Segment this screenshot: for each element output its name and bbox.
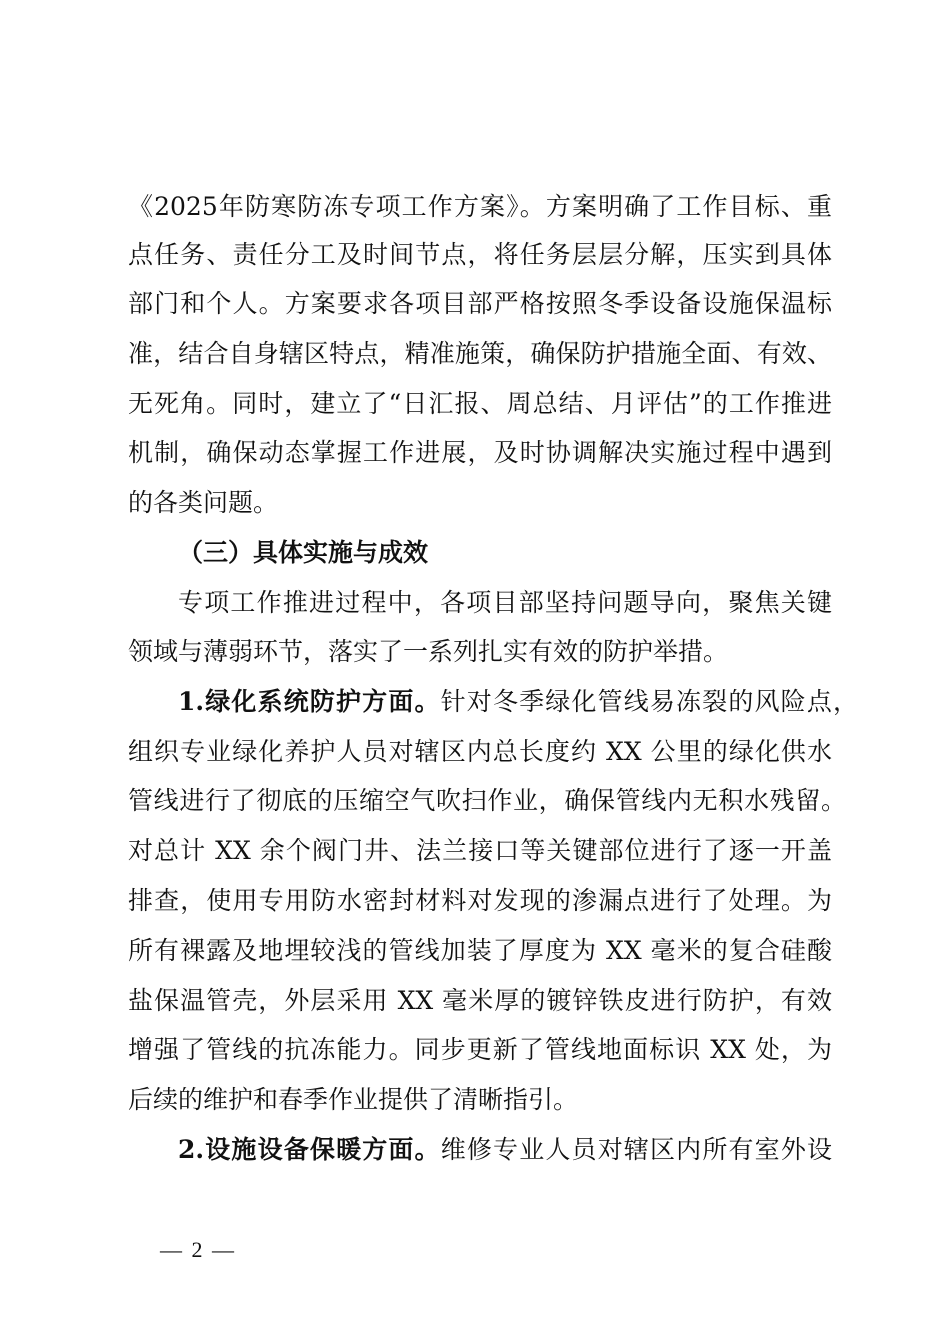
body-line: 点任务、责任分工及时间节点，将任务层层分解，压实到具体 — [128, 240, 832, 269]
body-line: 领域与薄弱环节，落实了一系列扎实有效的防护举措。 — [128, 637, 729, 666]
body-line: 盐保温管壳，外层采用 XX 毫米厚的镀锌铁皮进行防护，有效 — [128, 986, 832, 1015]
item-2-text: 维修专业人员对辖区内所有室外设 — [440, 1135, 832, 1164]
body-line: 专项工作推进过程中，各项目部坚持问题导向，聚焦关键 — [178, 588, 832, 617]
body-line: 管线进行了彻底的压缩空气吹扫作业，确保管线内无积水残留。 — [128, 786, 846, 815]
body-line: 准，结合自身辖区特点，精准施策，确保防护措施全面、有效、 — [128, 339, 832, 368]
body-line: 后续的维护和春季作业提供了清晰指引。 — [128, 1085, 579, 1114]
body-line: 部门和个人。方案要求各项目部严格按照冬季设备设施保温标 — [128, 289, 832, 318]
body-line: 排查，使用专用防水密封材料对发现的渗漏点进行了处理。为 — [128, 886, 832, 915]
item-2-title: 2.设施设备保暖方面。 — [178, 1135, 441, 1164]
body-line: 《2025年防寒防冻专项工作方案》。方案明确了工作目标、重 — [128, 192, 832, 221]
body-line: 组织专业绿化养护人员对辖区内总长度约 XX 公里的绿化供水 — [128, 737, 832, 766]
item-1-title: 1.绿化系统防护方面。 — [178, 687, 441, 716]
section-heading: （三）具体实施与成效 — [178, 538, 429, 567]
item-1-text: 针对冬季绿化管线易冻裂的风险点， — [440, 687, 858, 716]
item-2-first-line — [178, 1135, 832, 1165]
body-line: 增强了管线的抗冻能力。同步更新了管线地面标识 XX 处，为 — [128, 1035, 832, 1064]
body-line: 的各类问题。 — [128, 488, 279, 517]
body-line: 机制，确保动态掌握工作进展，及时协调解决实施过程中遇到 — [128, 438, 832, 467]
page-number: — 2 — — [160, 1237, 236, 1262]
body-line: 无死角。同时，建立了“日汇报、周总结、月评估”的工作推进 — [128, 389, 832, 418]
body-line: 对总计 XX 余个阀门井、法兰接口等关键部位进行了逐一开盖 — [128, 836, 832, 865]
item-1-first-line — [178, 687, 858, 717]
body-line: 所有裸露及地埋较浅的管线加装了厚度为 XX 毫米的复合硅酸 — [128, 936, 832, 965]
